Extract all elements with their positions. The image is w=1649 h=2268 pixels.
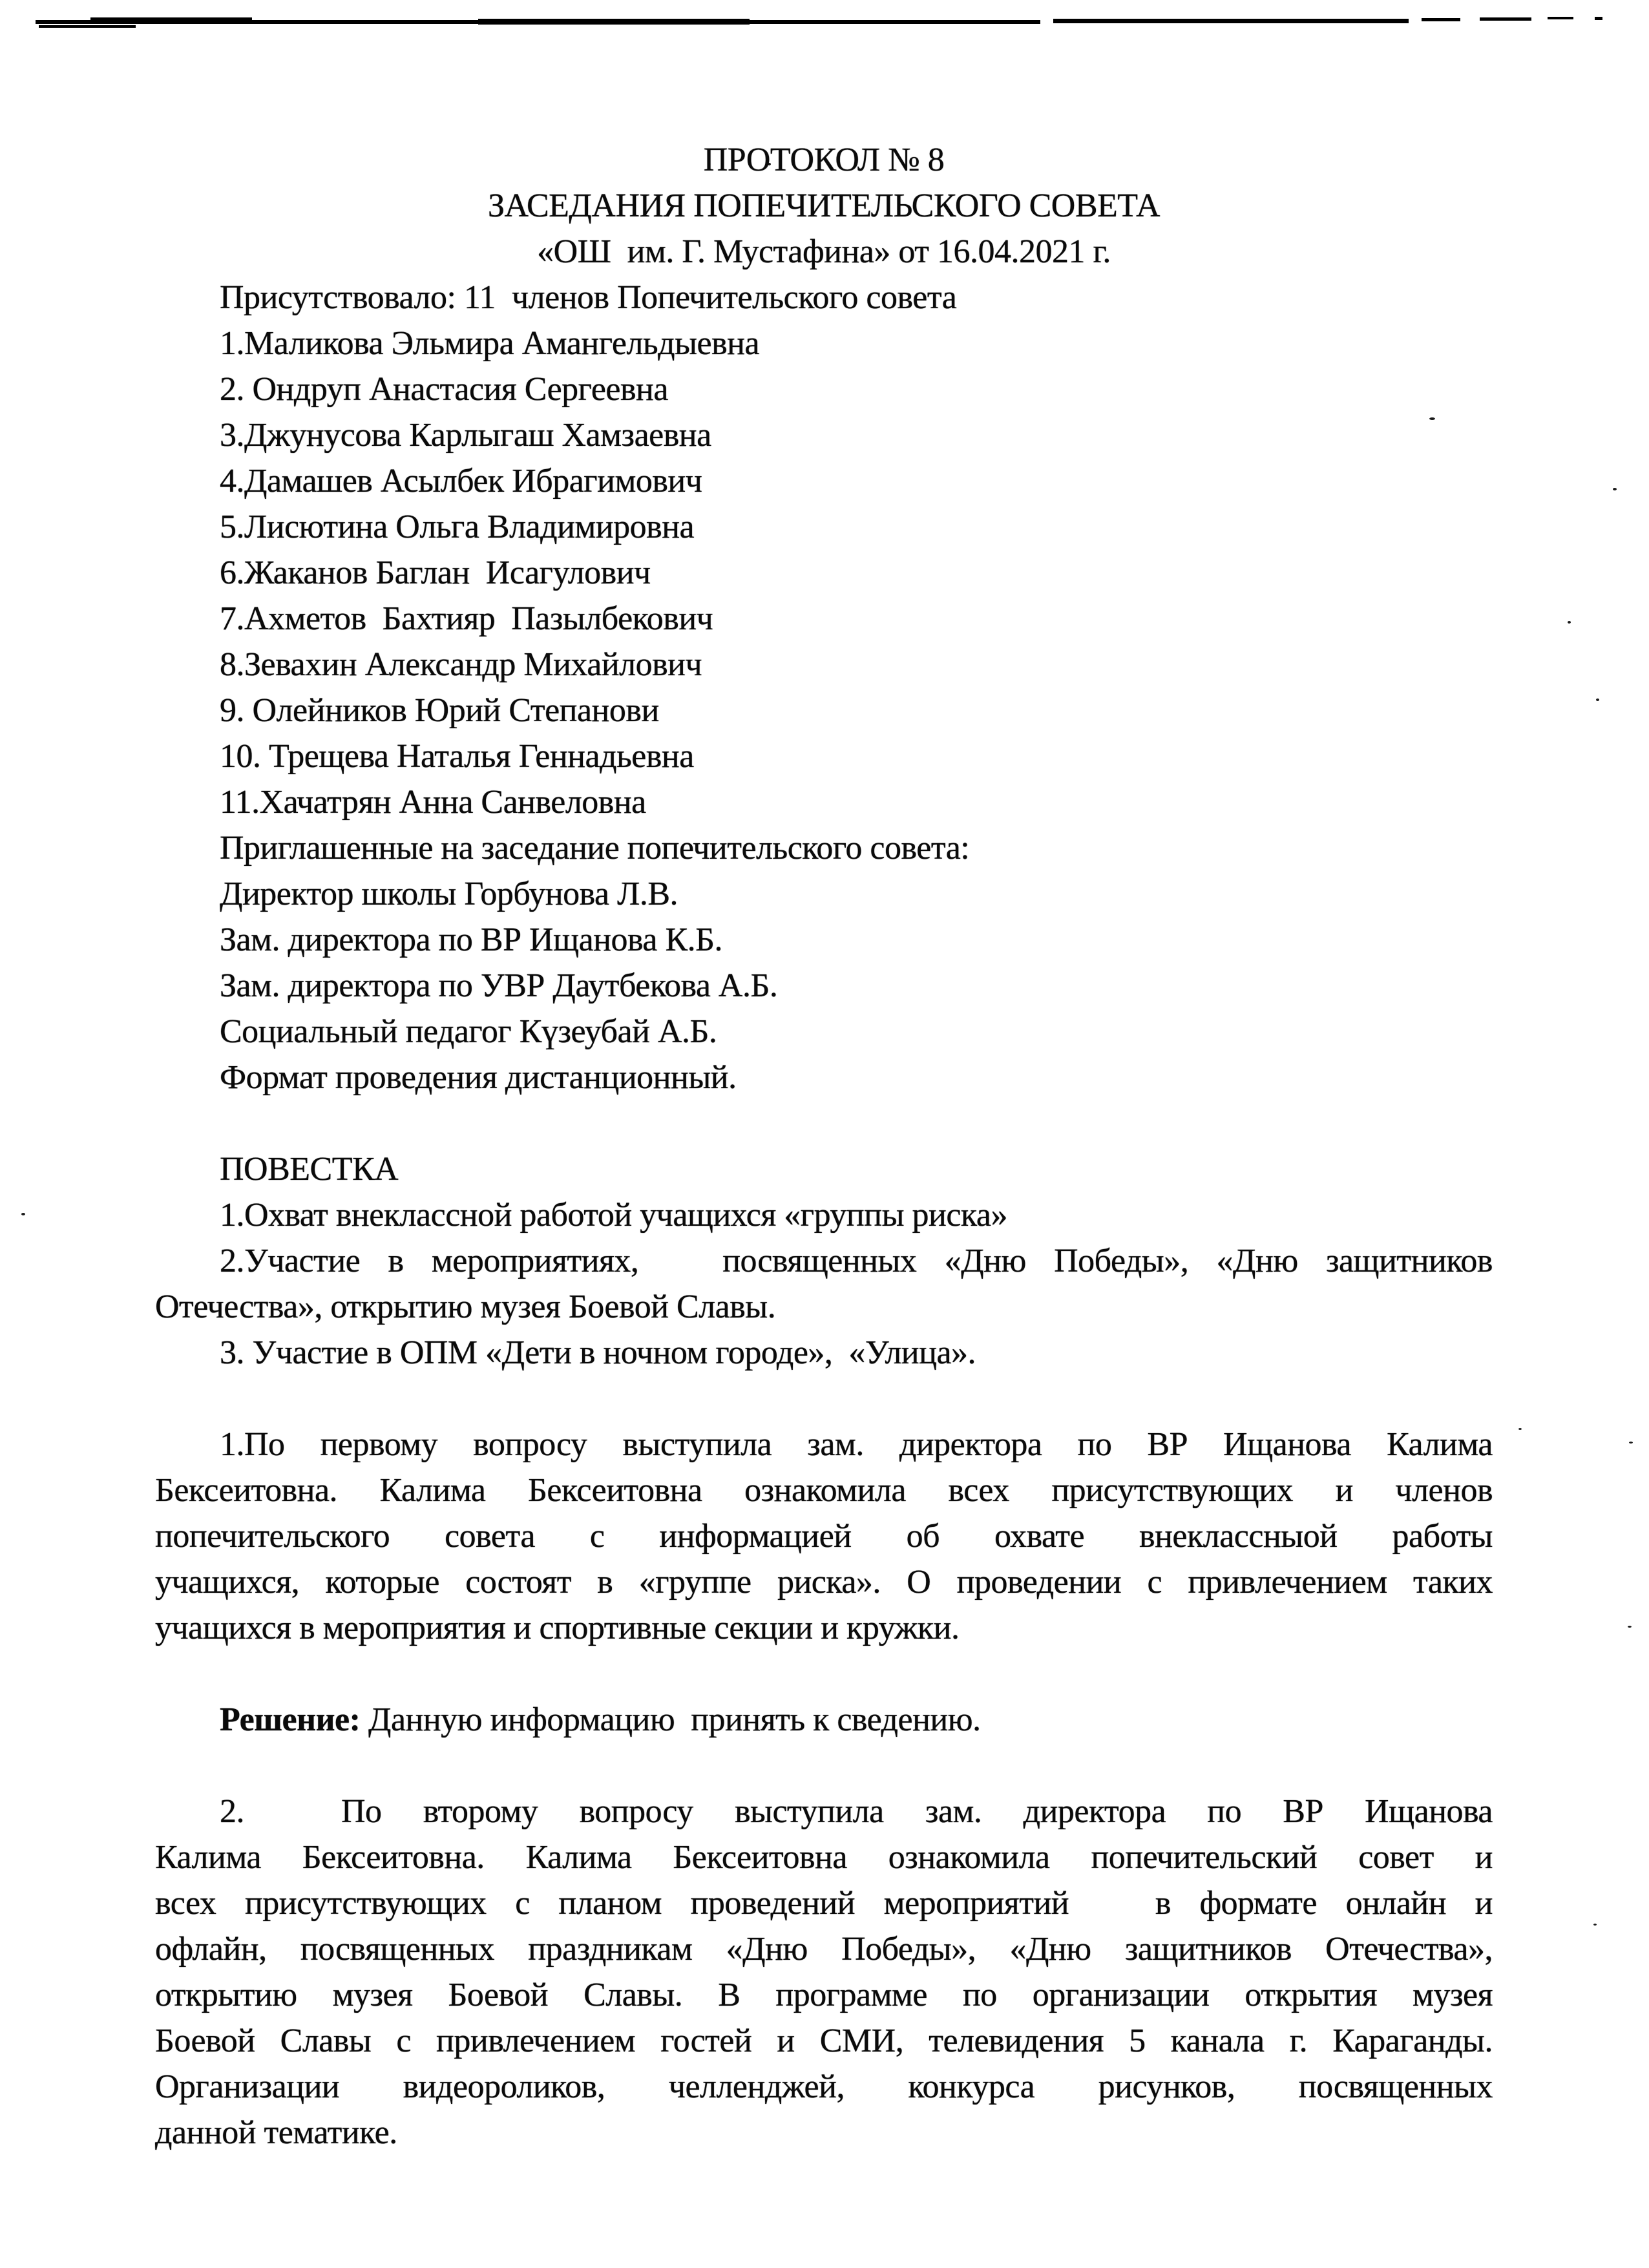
member-line-8: 8.Зевахин Александр Михайлович xyxy=(220,646,702,683)
blank-line xyxy=(155,1376,1493,1422)
question2-line-5: открытию музея Боевой Славы. В программе по организации открытия музея xyxy=(155,1977,1493,2013)
agenda-header: ПОВЕСТКА xyxy=(220,1151,399,1188)
member-line-4: 4.Дамашев Асылбек Ибрагимович xyxy=(220,463,702,499)
invited-line-1: Директор школы Горбунова Л.В. xyxy=(220,876,678,912)
member-line-11: 11.Хачатрян Анна Санвеловна xyxy=(220,784,646,821)
scan-streak xyxy=(1480,17,1531,21)
scan-speck xyxy=(1593,1924,1597,1926)
question2-line-3: всех присутствующих с планом проведений мероприятий в формате онлайн и xyxy=(155,1885,1493,1922)
blank-line xyxy=(155,1651,1493,1697)
invited-line-3: Зам. директора по УВР Даутбекова А.Б. xyxy=(220,967,778,1004)
question2-line-8: данной тематике. xyxy=(155,2114,397,2151)
attendance-header: Присутствовало: 11 членов Попечительского совета xyxy=(220,279,957,316)
member-line-10: 10. Трещева Наталья Геннадьевна xyxy=(220,738,694,775)
title-school-date: «ОШ им. Г. Мустафина» от 16.04.2021 г. xyxy=(537,233,1111,270)
question1-line-3: попечительского совета с информацией об охвате внеклассныой работы xyxy=(155,1518,1493,1555)
scan-streak xyxy=(1548,17,1573,19)
blank-line xyxy=(155,1100,1493,1146)
member-line-5: 5.Лисютина Ольга Владимировна xyxy=(220,509,695,545)
question2-line-2: Калима Бексеитовна. Калима Бексеитовна ознакомила попечительский совет и xyxy=(155,1839,1493,1876)
question1-line-5: учащихся в мероприятия и спортивные секции и кружки. xyxy=(155,1610,960,1646)
member-line-1: 1.Маликова Эльмира Амангельдыевна xyxy=(220,325,760,362)
scan-streak xyxy=(90,17,252,24)
member-line-7: 7.Ахметов Бахтияр Пазылбекович xyxy=(220,600,713,637)
scan-speck xyxy=(1629,1442,1633,1444)
title-meeting: ЗАСЕДАНИЯ ПОПЕЧИТЕЛЬСКОГО СОВЕТА xyxy=(487,187,1161,224)
scan-speck xyxy=(1518,1428,1522,1430)
question2-line-4: офлайн, посвященных праздникам «Дню Победы», «Дню защитников Отечества», xyxy=(155,1931,1493,1968)
question1-line-4: учащихся, которые состоят в «группе риска». О проведении с привлечением таких xyxy=(155,1564,1493,1601)
invited-header: Приглашенные на заседание попечительского совета: xyxy=(220,830,970,866)
agenda-item-3: 3. Участие в ОПМ «Дети в ночном городе», «Улица». xyxy=(220,1334,976,1371)
blank-line xyxy=(155,1743,1493,1789)
invited-line-4: Социальный педагог Күзеубай А.Б. xyxy=(220,1013,717,1050)
scan-streak xyxy=(1053,19,1409,23)
scan-streak xyxy=(1422,18,1460,21)
decision-text: Данную информацию принять к сведению. xyxy=(360,1701,981,1738)
member-line-2: 2. Ондруп Анастасия Сергеевна xyxy=(220,371,668,408)
decision-line xyxy=(155,1697,1493,1743)
question2-first-line-text: По второму вопросу выступила зам. директора по ВР Ищанова xyxy=(341,1793,1493,1830)
agenda-item-2-line-2: Отечества», открытию музея Боевой Славы. xyxy=(155,1288,776,1325)
scan-speck xyxy=(1568,621,1571,624)
member-line-3: 3.Джунусова Карлыгаш Хамзаевна xyxy=(220,417,711,454)
format-line: Формат проведения дистанционный. xyxy=(220,1059,737,1096)
decision-label: Решение: xyxy=(220,1701,361,1738)
scan-streak xyxy=(1595,17,1602,20)
agenda-item-1: 1.Охват внеклассной работой учащихся «группы риска» xyxy=(220,1197,1007,1234)
document-page xyxy=(155,137,1493,2156)
question2-line-6: Боевой Славы с привлечением гостей и СМИ, телевидения 5 канала г. Караганды. xyxy=(155,2022,1493,2059)
scan-streak xyxy=(39,25,136,28)
member-line-6: 6.Жаканов Баглан Исагулович xyxy=(220,554,651,591)
question1-line-1: 1.По первому вопросу выступила зам. директора по ВР Ищанова Калима xyxy=(220,1426,1493,1463)
question2-line-1 xyxy=(155,1789,1493,1834)
scan-speck xyxy=(1628,1626,1632,1628)
scan-speck xyxy=(21,1213,25,1215)
question1-line-2: Бексеитовна. Калима Бексеитовна ознакомила всех присутствующих и членов xyxy=(155,1472,1493,1509)
question2-line-7: Организации видеороликов, челленджей, конкурса рисунков, посвященных xyxy=(155,2068,1493,2105)
scan-speck xyxy=(1613,488,1617,490)
scan-speck xyxy=(1596,698,1599,701)
member-line-9: 9. Олейников Юрий Степанови xyxy=(220,692,659,729)
title-protocol: ПРОТОКОЛ № 8 xyxy=(703,142,945,178)
question2-number: 2. xyxy=(220,1793,244,1830)
invited-line-2: Зам. директора по ВР Ищанова К.Б. xyxy=(220,921,723,958)
agenda-item-2-line-1: 2.Участие в мероприятиях, посвященных «Дню Победы», «Дню защитников xyxy=(220,1243,1493,1279)
scan-streak xyxy=(478,19,750,25)
